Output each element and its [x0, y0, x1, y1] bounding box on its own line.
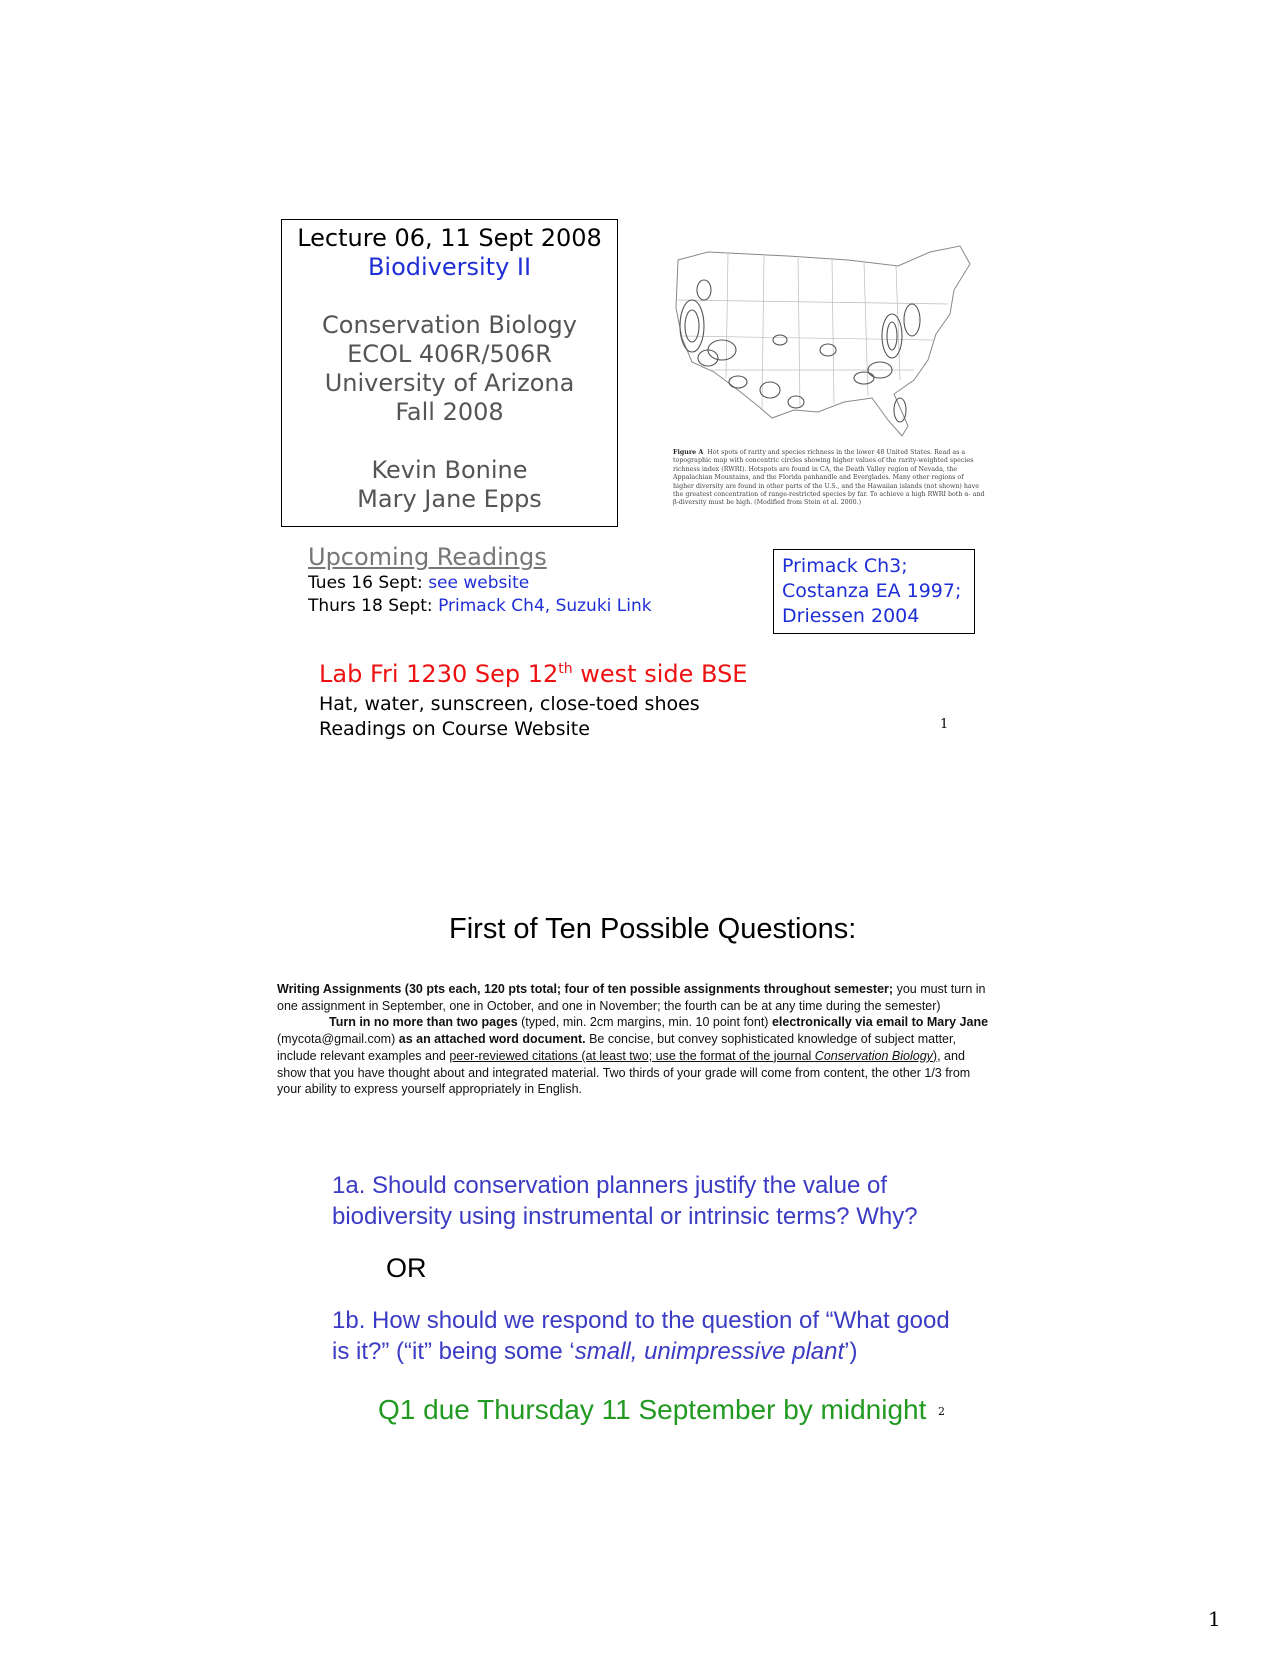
instructions-bold-1: Turn in no more than two pages	[329, 1015, 518, 1030]
lab-readings-note: Readings on Course Website	[319, 718, 590, 740]
instructor-1: Kevin Bonine	[371, 456, 528, 484]
upcoming-readings-heading: Upcoming Readings	[308, 543, 547, 571]
reading-line-thurs	[308, 596, 652, 616]
instructions-text-1: (typed, min. 2cm margins, min. 10 point font)	[517, 1015, 772, 1030]
lecture-title: Lecture 06, 11 Sept 2008	[297, 224, 602, 252]
page-number: 1	[1208, 1607, 1221, 1631]
reading-link-primack-suzuki[interactable]: Primack Ch4, Suzuki Link	[438, 596, 652, 616]
question-1b-end: ’)	[844, 1338, 858, 1365]
figure-label: Figure A	[673, 449, 704, 456]
lab-announcement	[319, 660, 747, 688]
reference-primack: Primack Ch3;	[782, 555, 908, 577]
instructions-citations	[449, 1049, 937, 1063]
instructions-text-3: Be concise, but convey sophisticated knowledge of subject matter, include relevant examples and	[277, 1032, 956, 1063]
term: Fall 2008	[395, 398, 504, 426]
instructor-2: Mary Jane Epps	[357, 485, 542, 513]
references-box	[773, 549, 975, 634]
reading-link-website[interactable]: see website	[428, 573, 530, 593]
journal-name: Conservation Biology	[814, 1048, 933, 1063]
slide-1-number: 1	[940, 717, 949, 732]
course-name: Conservation Biology	[322, 311, 577, 339]
university: University of Arizona	[324, 369, 575, 397]
figure-caption-text: Hot spots of rarity and species richness in the lower 48 United States. Read as a topographic map with concentric circles showing higher values of the rarity-weighted species richness index (RWRI). Hotspots are found in CA, the Death Valley region of Nevada, the Appalachian Mountains, and the Florida panhandle and Everglades. Many other regions of higher diversity are found in other parts of the U.S., and the Hawaiian islands (not shown) have the greatest concentration of range-restricted species by far. To achieve a high RWRI both α- and β-diversity must be high. (Modified from Stein et al. 2000.)	[673, 449, 985, 507]
reference-costanza: Costanza EA 1997;	[782, 580, 962, 602]
lab-gear-list: Hat, water, sunscreen, close-toed shoes	[319, 693, 700, 715]
instructions-end: , and show that you have thought about and integrated material. Two thirds of your grade will come from content, the other 1/3 from your ability to express yourself appropriately in English.	[277, 1048, 971, 1097]
lab-text-end: west side BSE	[572, 660, 748, 688]
instructions-bold-2: electronically via email to Mary Jane	[771, 1015, 989, 1030]
instructions-bold-3: as an attached word document.	[398, 1032, 586, 1047]
citations-text: peer-reviewed citations (at least two; use the format of the journal	[449, 1048, 815, 1063]
citations-close: )	[932, 1048, 938, 1063]
writing-assignments-block	[277, 981, 997, 1098]
instructions-email: (mycota@gmail.com)	[277, 1032, 399, 1047]
slide-2-title: First of Ten Possible Questions:	[449, 913, 857, 945]
lab-superscript: th	[558, 661, 573, 677]
writing-heading	[277, 981, 997, 1014]
lab-text-start: Lab Fri 1230 Sep 12	[319, 660, 559, 688]
lecture-title-box	[281, 219, 618, 527]
reading-date-thurs: Thurs 18 Sept:	[308, 596, 433, 616]
slide-2-number: 2	[938, 1405, 945, 1418]
question-1b-start: 1b. How should we respond to the question of “What good is it?” (“it” being some ‘	[332, 1307, 950, 1365]
due-date-notice: Q1 due Thursday 11 September by midnight	[378, 1394, 927, 1425]
reference-driessen: Driessen 2004	[782, 605, 920, 627]
course-code: ECOL 406R/506R	[347, 340, 552, 368]
writing-heading-rest: you must turn in one assignment in September, one in October, and one in November; the fourth can be at any time during the semester)	[277, 982, 986, 1013]
writing-heading-bold: Writing Assignments (30 pts each, 120 pts total; four of ten possible assignments throughout semester;	[277, 982, 894, 996]
question-1b-italic: small, unimpressive plant	[574, 1338, 845, 1365]
reading-date-tues: Tues 16 Sept:	[308, 573, 423, 593]
question-1a: 1a. Should conservation planners justify the value of biodiversity using instrumental or intrinsic terms? Why?	[332, 1172, 918, 1230]
map-figure-caption	[673, 449, 985, 508]
reading-line-tues	[308, 573, 529, 593]
question-1b	[332, 1305, 972, 1367]
writing-instructions	[277, 1014, 997, 1098]
lecture-topic: Biodiversity II	[367, 253, 532, 281]
or-separator: OR	[386, 1253, 427, 1283]
us-map-outline	[676, 246, 970, 436]
